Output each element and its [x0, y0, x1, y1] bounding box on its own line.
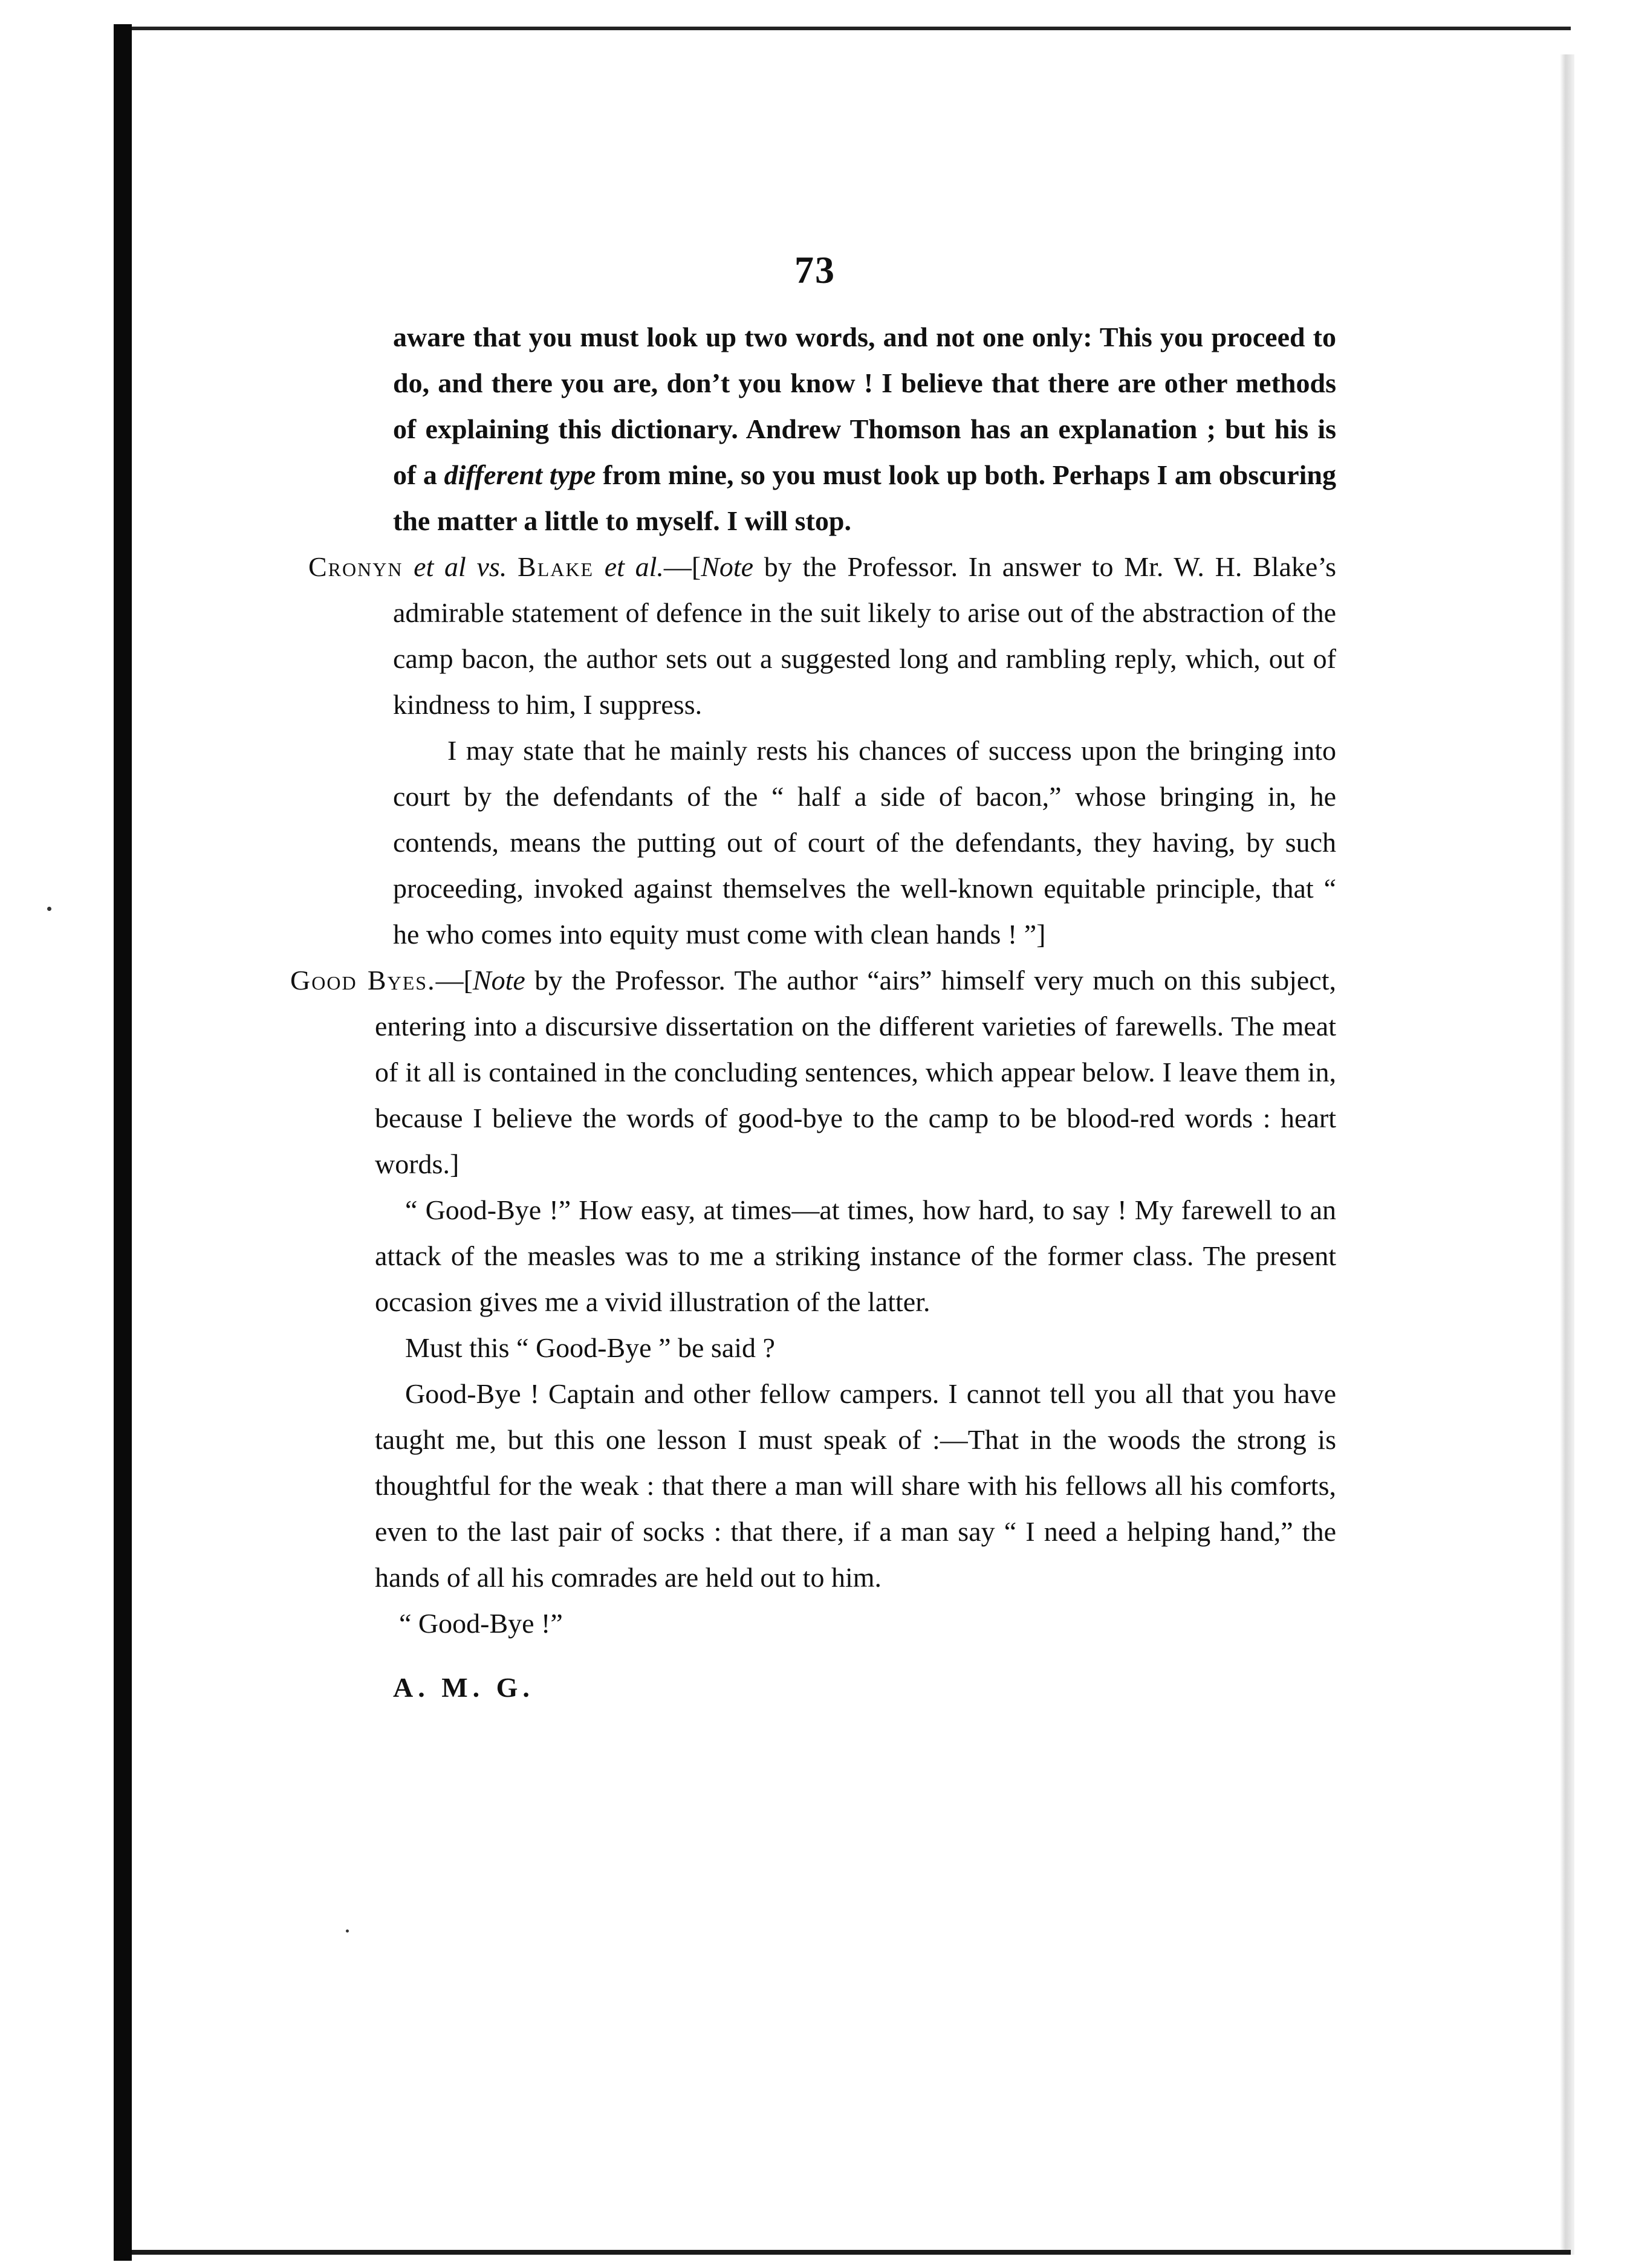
- goodbye-paragraph: Good-Bye ! Captain and other fellow campers. I cannot tell you all that you have taught me, but this one lesson I must speak of :—That in the woods the strong is thoughtful for the weak : that there a man will share with his fellows all his comforts, even to the last pair of socks : that there, if a man say “ I need a helping hand,” the hands of all his comrades are held out to him.: [375, 1378, 1336, 1593]
- continued-paragraph: [393, 314, 1336, 544]
- page-top-edge: [132, 27, 1571, 30]
- entry-goodbyes: [290, 957, 1336, 1187]
- binding-shadow: [114, 24, 132, 2261]
- emphasis: et al.: [604, 551, 664, 582]
- page-body: [290, 314, 1337, 1711]
- note-label: Note: [472, 965, 525, 996]
- scan-speck: [47, 907, 51, 911]
- entry-heading: Blake: [518, 551, 594, 582]
- text-span: by the Professor. In answer to Mr. W. H. Blake’s admirable statement of defence in the suit likely to arise out of the abstraction of the camp bacon, the author sets out a suggested long and rambling reply, which, out of kindness to him, I suppress.: [393, 551, 1336, 720]
- cronyn-paragraph: I may state that he mainly rests his chances of success upon the bringing into court by the defendants of the “ half a side of bacon,” whose bringing in, he contends, means the putting out of court of the defendants, they having, by such proceeding, invoked against themselves the well-known equitable principle, that “ he who comes into equity must come with clean hands ! ”]: [393, 735, 1336, 950]
- text-span: —[: [663, 551, 701, 582]
- page-bottom-edge: [132, 2250, 1571, 2255]
- entry-cronyn: [308, 544, 1336, 728]
- page-number: 73: [794, 248, 836, 291]
- text-span: from mine, so you must look up both. Perhaps I am obscuring the matter a little to myself. I will stop.: [393, 459, 1337, 536]
- text-span: aware that you must look up two words, and not one only: This you proceed to do, and there you are, don’t you know ! I believe that there are other methods of explaining this dictionary. Andrew Thomson has an explanation ; but his is of a: [393, 322, 1336, 490]
- goodbye-question: Must this “ Good-Bye ” be said ?: [405, 1332, 775, 1363]
- text-span: —[: [435, 965, 473, 996]
- goodbye-closing: “ Good-Bye !”: [399, 1608, 563, 1639]
- page-right-edge: [1560, 54, 1574, 2255]
- scan-speck: [346, 1929, 349, 1933]
- note-label: Note: [701, 551, 754, 582]
- entry-heading: Good Byes.: [290, 965, 436, 996]
- entry-heading: Cronyn: [308, 551, 403, 582]
- goodbye-paragraph: “ Good-Bye !” How easy, at times—at times, how hard, to say ! My farewell to an attack of the measles was to me a striking instance of the former class. The present occasion gives me a vivid illustration of the latter.: [375, 1194, 1336, 1317]
- signature: A. M. G.: [393, 1672, 534, 1703]
- text-span: by the Professor. The author “airs” himself very much on this subject, entering into a discursive dissertation on the different varieties of farewells. The meat of it all is contained in the concluding sentences, which appear below. I leave them in, because I believe the words of good-bye to the camp to be blood-red words : heart words.]: [375, 965, 1336, 1179]
- emphasis: different type: [444, 459, 596, 490]
- emphasis: et al vs.: [414, 551, 507, 582]
- left-margin: [0, 0, 114, 2268]
